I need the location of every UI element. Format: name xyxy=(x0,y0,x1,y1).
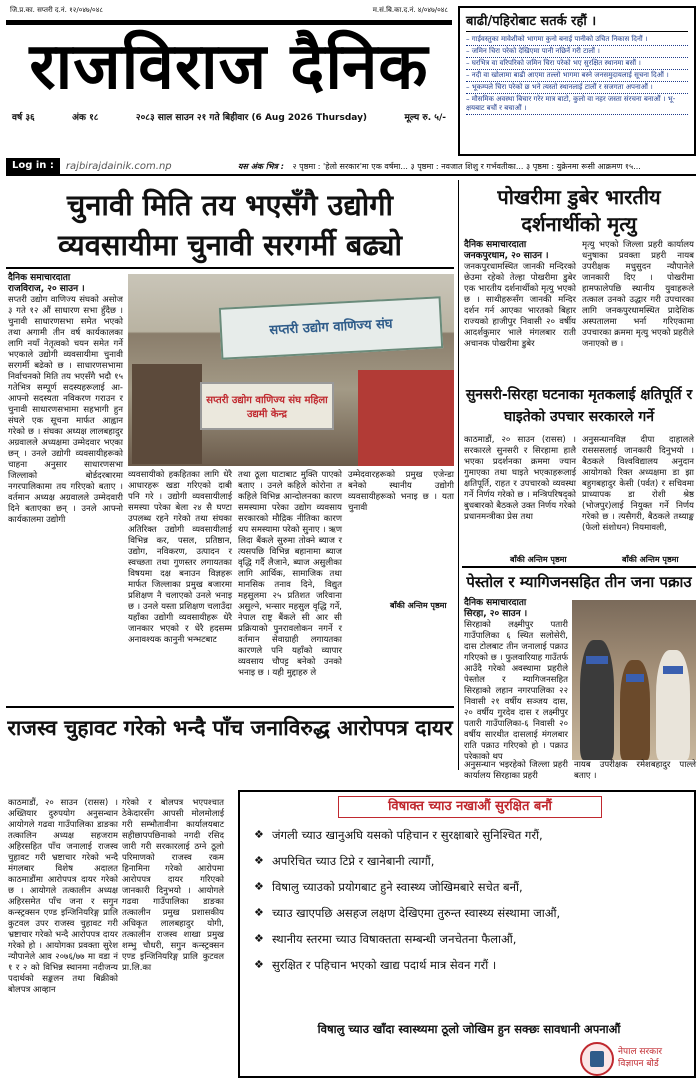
pond-story-column-2: मृत्यु भएको जिल्ला प्रहरी कार्यालय धनुषाका प्रवक्ता प्रहरी नायब उपरीक्षक मधुसुदन न्यौपानेले जानकारी दिए । पोखरीमा हामफालेपछि स्थानीय युवाहरूले तत्काल उनको उद्धार गरी उपचारका लागि जनकपुरधामस्थित प्रादेशिक अस्पतालमा भर्ना गरिएकामा उपचारका क्रममा मृत्यु भएको प्रहरीले जनाएको छ । xyxy=(582,240,694,349)
revenue-story-column-1: काठमाडौं, २० साउन (रासस) । अख्तियार दुरुपयोग अनुसन्धान आयोगले गढवा गाउँपालिका डाङका तत्कालिन अध्यक्ष सहजराम अहिरसहित पाँच जनालाई राजस्व चुहावट गरी भ्रष्टाचार गरेको भन्दै मंगलबार विशेष अदालत काठमाडौंमा आरोपपत्र दायर गरेको छ । आयोगले तत्कालीन अध्यक्ष अहिरसमेत पाँच जना र सगुन कन्स्ट्रक्सन एण्ड इन्जिनियरिङ्ग प्रालि कुटवल उपर राजस्व चुहावट गरी भ्रष्टाचार गरेको भन्दै आरोपपत्र दायर गरेको हो । आयोगका प्रवक्ता सुरेश न्यौपानेले आव २०७६/७७ मा वडा नं १ र २ को विभिन्न स्थानमा नदीजन्य पदार्थको सङ्कलन तथा बिक्रीको बोलपत्र आव्हान xyxy=(8,798,118,995)
flood-alert-item: – घरभित्र वा वरिपरिको जमिन चिरा परेको भए सुरक्षित स्थानमा बसौं । xyxy=(466,58,688,70)
pistol-headline: पेस्तोल र म्यागिजनसहित तीन जना पक्राउ xyxy=(466,573,692,591)
lead-story-column-1 xyxy=(8,273,123,703)
mushroom-notice-item: ❖ अपरिचित च्याउ टिप्ने र खानेबानी त्यागौं, xyxy=(258,854,688,868)
flood-alert-title: बाढी/पहिरोबाट सतर्क रहौं । xyxy=(466,11,688,32)
newspaper-title: राजविराज दैनिक xyxy=(6,20,452,104)
pond-story-column-1 xyxy=(464,240,576,385)
government-emblem-icon xyxy=(580,1042,614,1076)
lead-story-column-4: उम्मेदवारहरूको प्रमुख एजेन्डा बनेको स्थानीय उद्योगी व्यवसायीहरूको भनाइ छ । यता चुनावी xyxy=(348,470,454,513)
lead-story-column-3: तथा ठूला घाटाबाट मुक्ति पाएको बताए । उनले कहिले कोरोना त कहिले विभिन्न आन्दोलनका कारण समस्यामा परेका उद्योग व्यवसाय सरकारको मौद्रिक नीतिका कारण थप समस्यामा परेको सुनाए । ऋण लिदा बैंकले सुरुमा तोक्ने ब्याज र त्यसपछि विभिन्न बहानामा ब्याज वृद्धि गर्दै लैजाने, ब्याज असुलीका लागि आर्थिक, सामाजिक तथा मानसिक तनाव दिने, विद्युत महसुलमा २५ प्रतिशत जरिवाना असुल्ने, भन्सार महसुल वृद्धि गर्ने, नेपाल राष्ट्र बैंकले सी आर सी प्रक्रियाको पुनरावलोकन नगर्ने र वर्तमान सेवाग्राही लगायतका कारणले पनि यहाँको व्यापार व्यवसाय चौपट्ट बनेको उनको भनाइ छ । यही मुद्दाहरु ले xyxy=(238,470,342,678)
issue-meta xyxy=(6,110,452,124)
byline: दैनिक समाचारदाता xyxy=(464,240,527,250)
photo-door xyxy=(132,364,202,464)
gov-line-1: नेपाल सरकार xyxy=(618,1047,663,1057)
mushroom-notice-item: ❖ स्थानीय स्तरमा च्याउ विषाक्तता सम्बन्धी जनचेतना फैलाऔं, xyxy=(258,932,688,946)
lead-story-photo xyxy=(128,274,454,466)
pond-headline: पोखरीमा डुबेर भारतीय दर्शनार्थीको मृत्यु xyxy=(497,185,661,236)
continued-note: बाँकी अन्तिम पृष्ठमा xyxy=(390,601,447,610)
divider xyxy=(6,706,454,708)
story-text: नायब उपरीक्षक रमेशबहादुर पाल्ले बताए । xyxy=(574,760,696,781)
story-text: जनकपुरधामस्थित जानकी मन्दिरको छेउमा रहेको तेल्हा पोखरीमा डुबेर एक भारतीय दर्शनार्थीको मृत्यु भएको छ । साथीहरूसँग जानकी मन्दिर दर्शन गर्न आएका भारतको बिहार राज्यको हाजीपुर निवासी २० वर्षीय आदर्शकुमार भाले मंगलबार राती अचानक पोखरीमा डुबेर xyxy=(464,262,576,349)
mushroom-notice-footer: विषालु च्याउ खाँदा स्वास्थ्यमा ठूलो जोखिम हुन सक्छः सावधानी अपनाऔं xyxy=(317,1022,621,1036)
flood-alert-box xyxy=(458,6,696,156)
inside-this-issue xyxy=(238,161,696,172)
face-blur xyxy=(586,656,608,664)
office-signboard: सप्तरी उद्योग वाणिज्य संघ xyxy=(219,296,443,360)
continued-note: बाँकी अन्तिम पृष्ठमा xyxy=(622,555,679,564)
volume: वर्ष ३६ xyxy=(12,113,35,123)
photo-red-wall xyxy=(358,370,454,466)
dateline: राजविराज, २० साउन । xyxy=(8,284,85,294)
face-blur xyxy=(626,674,644,682)
inside-items: २ पृष्ठमा : 'हेलो सरकार'मा एक वर्षमा... ३ पृष्ठमा : नवजात शिशु र गर्भवतीका... ३ पृष्ठमा : युक्रेनमा रूसी आक्रमण १५... xyxy=(292,161,641,171)
dateline: सिरहा, २० साउन । xyxy=(464,609,528,619)
website-link[interactable]: rajbirajdainik.com.np xyxy=(65,160,172,172)
mushroom-notice-item: ❖ च्याउ खाएपछि असहज लक्षण देखिएमा तुरुन्त स्वास्थ्य संस्थामा जाऔं, xyxy=(258,906,688,920)
dateline: जनकपुरधाम, २० साउन । xyxy=(464,251,549,261)
divider xyxy=(462,566,696,568)
revenue-story-column-2: गरेको र बोलपत्र भएपश्चात ठेकेदारसँग आपसी मोलमोलाई गरी सम्भौतावीना कार्यालयबाट सहीछापपछिनाको नगदी रसिद जारी गरी सरकारलाई ठग्ने ठूलो परिमाणको राजस्व रकम हिनामिना गरेको आरोपमा आरोपपत्र दायर गरिएको जानकारी दिनुभयो । आयोगले गढवा गाउँपालिका डाङका तत्कालीन प्रमुख प्रशासकीय अधिकृत लालबहादुर योगी, तत्कालीन राजस्व शाखा प्रमुख शम्भु चौधरी, सगुन कन्स्ट्रक्सन एण्ड इन्जिनियरिङ्ग प्रालि कुटवल प्रा.लि.का xyxy=(122,798,224,973)
flood-alert-item: – मौसमिक अवस्था बिचार गरेर मात्र बाटो, कुलो वा नहर जस्ता संरचना बनाऔं । भू-क्षयबाट बचौं र बचाऔं । xyxy=(466,94,688,115)
mushroom-notice-item: ❖ सुरक्षित र पहिचान भएको खाद्य पदार्थ मात्र सेवन गरौं । xyxy=(258,958,688,972)
arrest-photo xyxy=(572,600,696,760)
flood-alert-item: – गाईवस्तुका मावेशीको भागमा कुनो बनाई पानीको उचित निकास दिनौं । xyxy=(466,34,688,46)
compensation-story-column-2: अनुसन्धानविज्ञ दीपा दाहालले रासससलाई जानकारी दिनुभयो । बैठकले विश्वविद्यालय अनुदान आयोगको रिक्त अध्यक्षमा डा झा बहुगबहादुर केसी (पर्वत) र सचिवमा प्राध्यापक डा रोशी श्रेष्ठ (भोजपुर)लाई नियुक्त गर्ने निर्णय गरेको छ । त्यसैगरी, बैठकले तथ्याङ्क (फेलो संशोधन) नियमावली, xyxy=(582,435,694,533)
compensation-story-column-1: काठमाडौं, २० साउन (रासस) । सरकारले सुनसरी र सिरहामा हालै भएका प्रदर्शनका क्रममा ज्यान गुमाएका तथा घाइते भएकाहरूलाई क्षतिपूर्ति, राहत र उपचारको व्यवस्था गर्ने निर्णय गरेको छ । मन्त्रिपरिषद्को बुधबारको बैठकले उक्त निर्णय गरेको प्रधानमन्त्रीका प्रेस तथा xyxy=(464,435,576,522)
inside-label: यस अंक भित्र : xyxy=(237,161,284,171)
office-small-sign: सप्तरी उद्योग वाणिज्य संघ महिला उद्यमी केन्द्र xyxy=(200,382,334,430)
login-label: Log in : xyxy=(6,158,60,174)
divider xyxy=(6,267,454,269)
pistol-story-tail xyxy=(464,760,696,786)
issue-number: अंक १८ xyxy=(72,113,99,123)
byline: दैनिक समाचारदाता xyxy=(464,598,527,608)
lead-headline: चुनावी मिति तय भएसँगै उद्योगी व्यवसायीमा चुनावी सरगर्मी बढ्यो xyxy=(58,188,402,262)
registration-right: म.सं.बि.का.द.नं. ४/०४७/०४८ xyxy=(372,6,448,14)
login-bar xyxy=(6,158,696,176)
price: मूल्य रु. ५/- xyxy=(404,113,446,123)
story-text: सिरहाको लक्ष्मीपुर पतारी गाउँपालिका ६ स्थित सलोसेरी, दास टोलबाट तीन जनालाई पक्राउ गरिएको छ । फुलवारियाह गाउँतर्फ आउँदै गरेको अवस्थामा प्रहरीले पेस्तोल र म्यागिजनसहित सिरहाको लहान नगरपालिका २२ निवासी २१ वर्षीय सञ्जय दास, २० वर्षीय गुरदेव दास र लक्ष्मीपुर पतारी गाउँपालिका-६ निवासी २० वर्षीय सारथीत दासलाई मंगलबार राति पक्राउ गरिएको हो । पक्राउ परेकाको थप xyxy=(464,620,568,762)
column-divider xyxy=(458,180,459,770)
story-text: सप्तरी उद्योग वाणिज्य संघको असोज ३ गते १२ औं साधारण सभा हुँदैछ । चुनावी साधारणसभा समेत भएको तथा अगामी तीन वर्ष कार्यकालका लागि नयाँ नेतृत्वको चयन समेत गर्ने भएकाले उद्योगी व्यवसायीमा चुनावी सरगर्मी बढेको छ । साधारणसभामा निर्वाचनको मिति तय भएसँगै भदौ १५ गतेभित्र सम्पूर्ण सदस्यहरूलाई आ-आफ्नो सदस्यता नविकरण गराउन र चुनावी साधारणसभामा सहभागी हुन संघले एक सूचना मार्फत आह्वान गरेको छ । संघका अध्यक्ष लालबहादुर अग्रवालले अध्यक्षमा उम्मेदवार भएका छन् । उनले उद्योगी व्यवसायीहरूको चाहना अनुसार साधारणसभा जिल्लाको बोर्डदरबारमा नगरपालिकामा तय गरिएको बताए । वर्तमान अध्यक्ष अग्रवालले उम्मेदवारी दिने बताएका छन् । उनले आफ्नो कार्यकालमा उद्योगी xyxy=(8,295,123,525)
compensation-headline: सुनसरी-सिरहा घटनाका मृतकलाई क्षतिपूर्ति र घाइतेको उपचार सरकारले गर्ने xyxy=(465,387,693,425)
gov-line-2: विज्ञापन बोर्ड xyxy=(618,1059,659,1069)
flood-alert-item: – जमिन चिरा परेको देखिएमा पानी नछिर्ने गरी टालौं । xyxy=(466,46,688,58)
flood-alert-item: – नदी वा खोलामा बाढी आएमा तल्लो भागमा बस्ने जनसमुदायलाई सूचना दिऔं । xyxy=(466,70,688,82)
issue-date: २०८३ साल साउन २१ गते बिहीवार (6 Aug 2026 Thursday) xyxy=(135,113,368,123)
masthead xyxy=(6,6,452,124)
mushroom-notice-title: विषाक्त च्याउ नखाऔं सुरक्षित बनौं xyxy=(338,796,602,818)
government-label xyxy=(618,1046,662,1070)
face-blur xyxy=(663,666,683,674)
byline: दैनिक समाचारदाता xyxy=(8,273,71,283)
mushroom-notice xyxy=(238,790,696,1078)
lead-story-column-2: व्यवसायीको हकहितका लागि धेरै आधारहरू खडा गरिएको दाबी पनि गरे । उद्योगी व्यवसायीलाई समस्या परेका बेला २४ सै घण्टा उपलब्ध रहने गरेको तथा संघका अतिरिक्त उद्योगी व्यवसायीलाई विभिन्न कर, पसल, प्रतिष्ठान, उद्योग, नविकरण, उत्पादन र स्वच्छता तथा गुणस्तर लगायतका विषयमा दक्ष बनाउन विज्ञहरू मार्फत जिल्लाका प्रमुख बजारमा प्रशिक्षण नै चलाएको उनले भनाइ छ । उनले यस्ता प्रशिक्षण चलाउँदा यहाँका उद्योगी व्यवसायीहरू धेरै जानकार भएको र धेरै हदसम्म अनावश्यक कानुनी भन्भटबाट xyxy=(128,470,232,645)
continued-note: बाँकी अन्तिम पृष्ठमा xyxy=(510,555,567,564)
story-text: अनुसन्धान भइरहेको जिल्ला प्रहरी कार्यालय सिरहाका प्रहरी xyxy=(464,760,568,781)
mushroom-notice-item: ❖ विषालु च्याउको प्रयोगबाट हुने स्वास्थ्य जोखिमबारे सचेत बनौं, xyxy=(258,880,688,894)
mushroom-notice-item: ❖ जंगली च्याउ खानुअघि यसको पहिचान र सुरक्षाबारे सुनिश्चित गरौं, xyxy=(258,828,688,842)
revenue-headline: राजस्व चुहावट गरेको भन्दै पाँच जनाविरुद्ध आरोपपत्र दायर xyxy=(7,716,453,740)
pistol-story xyxy=(464,598,568,778)
flood-alert-item: – भूकम्पले चिरा परेको छ भने त्यस्तो स्थानलाई टालौं र सजगता अपनाऔं । xyxy=(466,82,688,94)
registration-left: जि.प्र.का. सप्तरी द.नं. १२/०४७/०४८ xyxy=(10,6,103,14)
